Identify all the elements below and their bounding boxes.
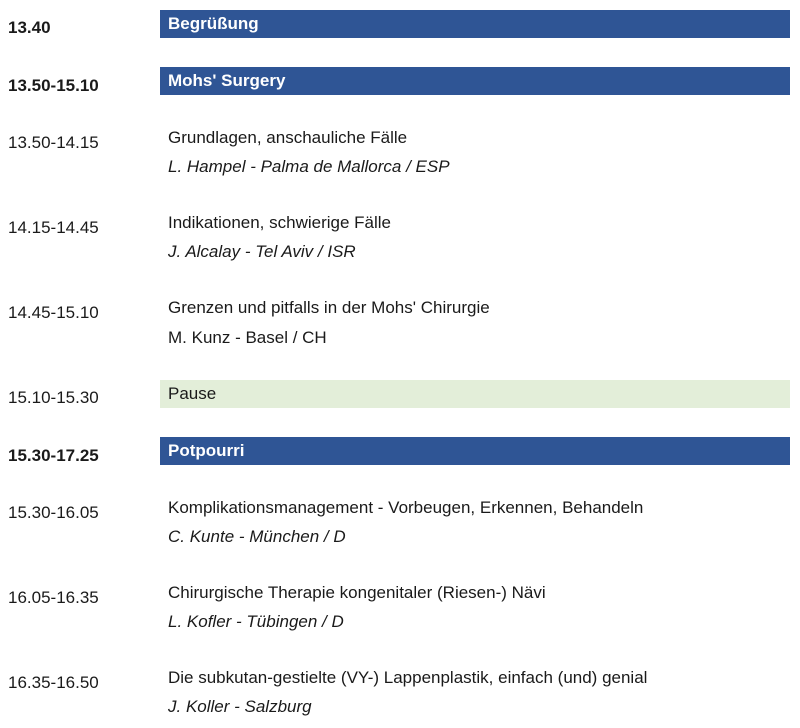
talk-title: Indikationen, schwierige Fälle: [168, 213, 392, 232]
session-time-welcome: 13.40: [8, 18, 51, 37]
session-header-welcome: Begrüßung: [160, 10, 790, 38]
session-time-pause: 15.10-15.30: [8, 388, 99, 407]
talk-title: Komplikationsmanagement - Vorbeugen, Erkennen, Behandeln: [168, 498, 644, 517]
talk-time: 15.30-16.05: [8, 503, 99, 522]
talk-speaker: L. Kofler - Tübingen / D: [168, 612, 344, 631]
session-header-pause: Pause: [160, 380, 790, 408]
talk-time: 16.35-16.50: [8, 673, 99, 692]
talk-title: Chirurgische Therapie kongenitaler (Riesen-) Nävi: [168, 583, 546, 602]
talk-time: 13.50-14.15: [8, 133, 99, 152]
session-header-potpourri: Potpourri: [160, 437, 790, 465]
session-header-mohs-surgery: Mohs' Surgery: [160, 67, 790, 95]
session-time-potpourri: 15.30-17.25: [8, 446, 99, 465]
talk-time: 16.05-16.35: [8, 588, 99, 607]
talk-title: Grundlagen, anschauliche Fälle: [168, 128, 408, 147]
talk-title: Die subkutan-gestielte (VY-) Lappenplastik, einfach (und) genial: [168, 668, 648, 687]
talk-speaker: J. Alcalay - Tel Aviv / ISR: [168, 242, 356, 261]
talk-time: 14.45-15.10: [8, 303, 99, 322]
talk-speaker: C. Kunte - München / D: [168, 527, 346, 546]
talk-speaker: M. Kunz - Basel / CH: [168, 328, 327, 347]
talk-title: Grenzen und pitfalls in der Mohs' Chirurgie: [168, 298, 490, 317]
session-time-mohs-surgery: 13.50-15.10: [8, 76, 99, 95]
talk-speaker: J. Koller - Salzburg: [168, 697, 312, 716]
talk-time: 14.15-14.45: [8, 218, 99, 237]
talk-speaker: L. Hampel - Palma de Mallorca / ESP: [168, 157, 450, 176]
